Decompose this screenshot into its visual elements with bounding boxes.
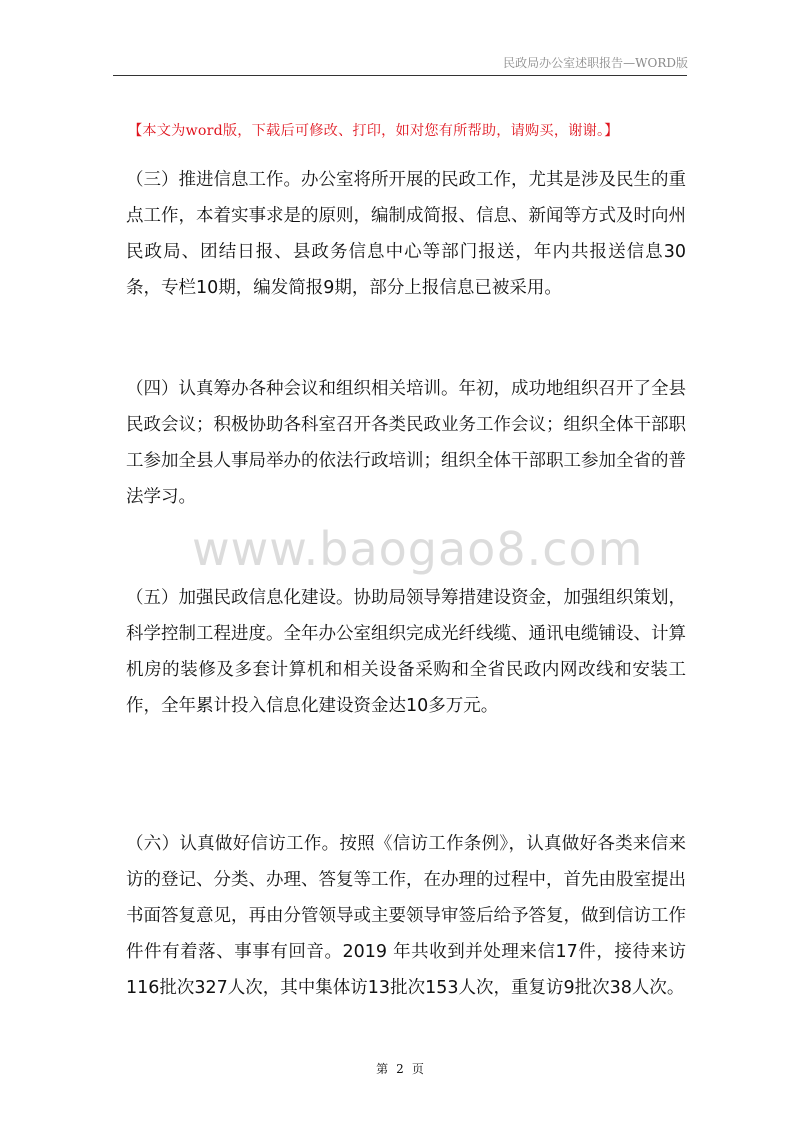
header-title: 民政局办公室述职报告—WORD版: [503, 56, 688, 70]
page-suffix: 页: [411, 1062, 424, 1076]
header-divider: [113, 75, 687, 76]
watermark: www.baogao8.com: [192, 522, 644, 576]
paragraph-informatization: （五）加强民政信息化建设。协助局领导筹措建设资金，加强组织策划，科学控制工程进度。全年办公室组织完成光纤线缆、通讯电缆铺设、计算机房的装修及多套计算机和相关设备采购和全省民政内网改线和安装工作，全年累计投入信息化建设资金达10多万元。: [126, 588, 686, 716]
paragraph-petition-work: （六）认真做好信访工作。按照《信访工作条例》，认真做好各类来信来访的登记、分类、办理、答复等工作，在办理的过程中，首先由股室提出书面答复意见，再由分管领导或主要领导审签后给予答复，做到信访工作件件有着落、事事有回音。2019 年共收到并处理来信17件，接待来访116批次327人次，其中集体访13批次153人次，重复访9批次38人次。: [126, 834, 686, 998]
purchase-notice: 【本文为word版，下载后可修改、打印，如对您有所帮助，请购买，谢谢。】: [128, 123, 619, 139]
page-prefix: 第: [376, 1062, 389, 1076]
paragraph-information-work: （三）推进信息工作。办公室将所开展的民政工作，尤其是涉及民生的重点工作，本着实事求是的原则，编制成简报、信息、新闻等方式及时向州民政局、团结日报、县政务信息中心等部门报送，年内共报送信息30条，专栏10期，编发简报9期，部分上报信息已被采用。: [126, 170, 686, 298]
page-number: 2: [396, 1062, 404, 1076]
page-footer: [0, 1060, 800, 1077]
paragraph-meetings-training: （四）认真筹办各种会议和组织相关培训。年初，成功地组织召开了全县民政会议；积极协助各科室召开各类民政业务工作会议；组织全体干部职工参加全县人事局举办的依法行政培训；组织全体干部职工参加全省的普法学习。: [126, 379, 686, 507]
